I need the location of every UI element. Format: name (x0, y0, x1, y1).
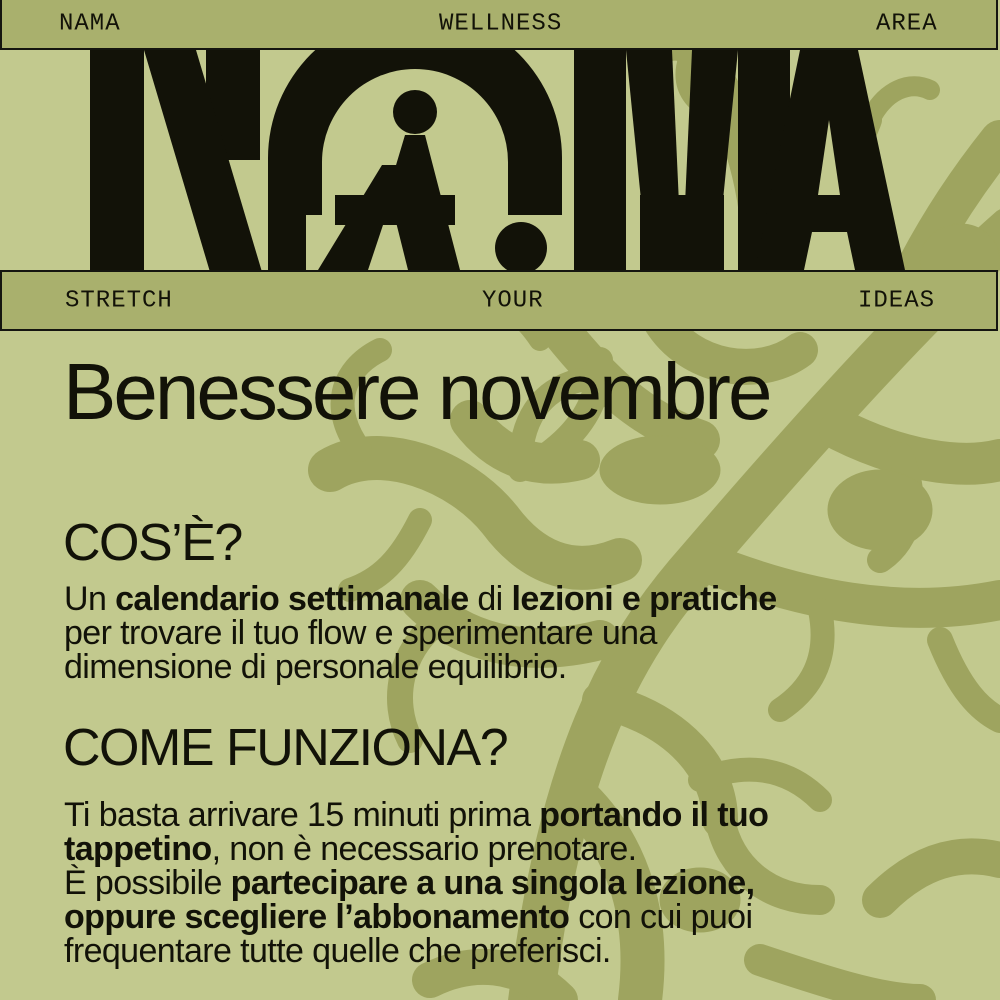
tagline-left: STRETCH (65, 287, 173, 314)
logo-letter-n (90, 50, 262, 272)
text-run: per trovare il tuo flow e sperimentare una (64, 614, 657, 652)
logo-dot-left (268, 215, 306, 270)
tagline-band (0, 270, 998, 331)
logo-letter-m (574, 50, 790, 270)
tagline-right: IDEAS (858, 287, 936, 314)
page-title: Benessere novembre (63, 347, 770, 436)
text-run: frequentare tutte quelle che preferisci. (64, 932, 611, 970)
bold-text: partecipare a una singola lezione, (230, 864, 755, 902)
paragraph-line (64, 900, 768, 934)
section-title-how: COME FUNZIONA? (63, 719, 508, 777)
text-run: Un (64, 580, 116, 618)
text-run: È possibile (64, 864, 231, 902)
paragraph-line (64, 650, 777, 684)
header-left: NAMA (59, 10, 121, 38)
logo-dot-right (495, 222, 547, 274)
text-run: , non è necessario prenotare. (211, 830, 637, 868)
header-center: WELLNESS (439, 10, 563, 38)
text-run: dimensione di personale equilibrio. (64, 648, 567, 686)
bold-text: lezioni e pratiche (511, 580, 777, 618)
section-title-what: COS’È? (63, 514, 242, 572)
section-body-how (64, 798, 768, 968)
section-body-what (64, 582, 777, 684)
header-right: AREA (876, 10, 938, 38)
paragraph-line (64, 582, 777, 616)
bold-text: oppure scegliere l’abbonamento (64, 898, 570, 936)
tagline-center: YOUR (482, 287, 544, 314)
paragraph-line (64, 798, 768, 832)
bold-text: calendario settimanale (115, 580, 469, 618)
text-run: di (468, 580, 512, 618)
text-run: Ti basta arrivare 15 minuti prima (64, 796, 540, 834)
bold-text: portando il tuo (539, 796, 769, 834)
paragraph-line (64, 934, 768, 968)
header-band (0, 0, 998, 50)
paragraph-line (64, 832, 768, 866)
bold-text: tappetino (64, 830, 212, 868)
paragraph-line (64, 866, 768, 900)
paragraph-line (64, 616, 777, 650)
text-run: con cui puoi (569, 898, 753, 936)
